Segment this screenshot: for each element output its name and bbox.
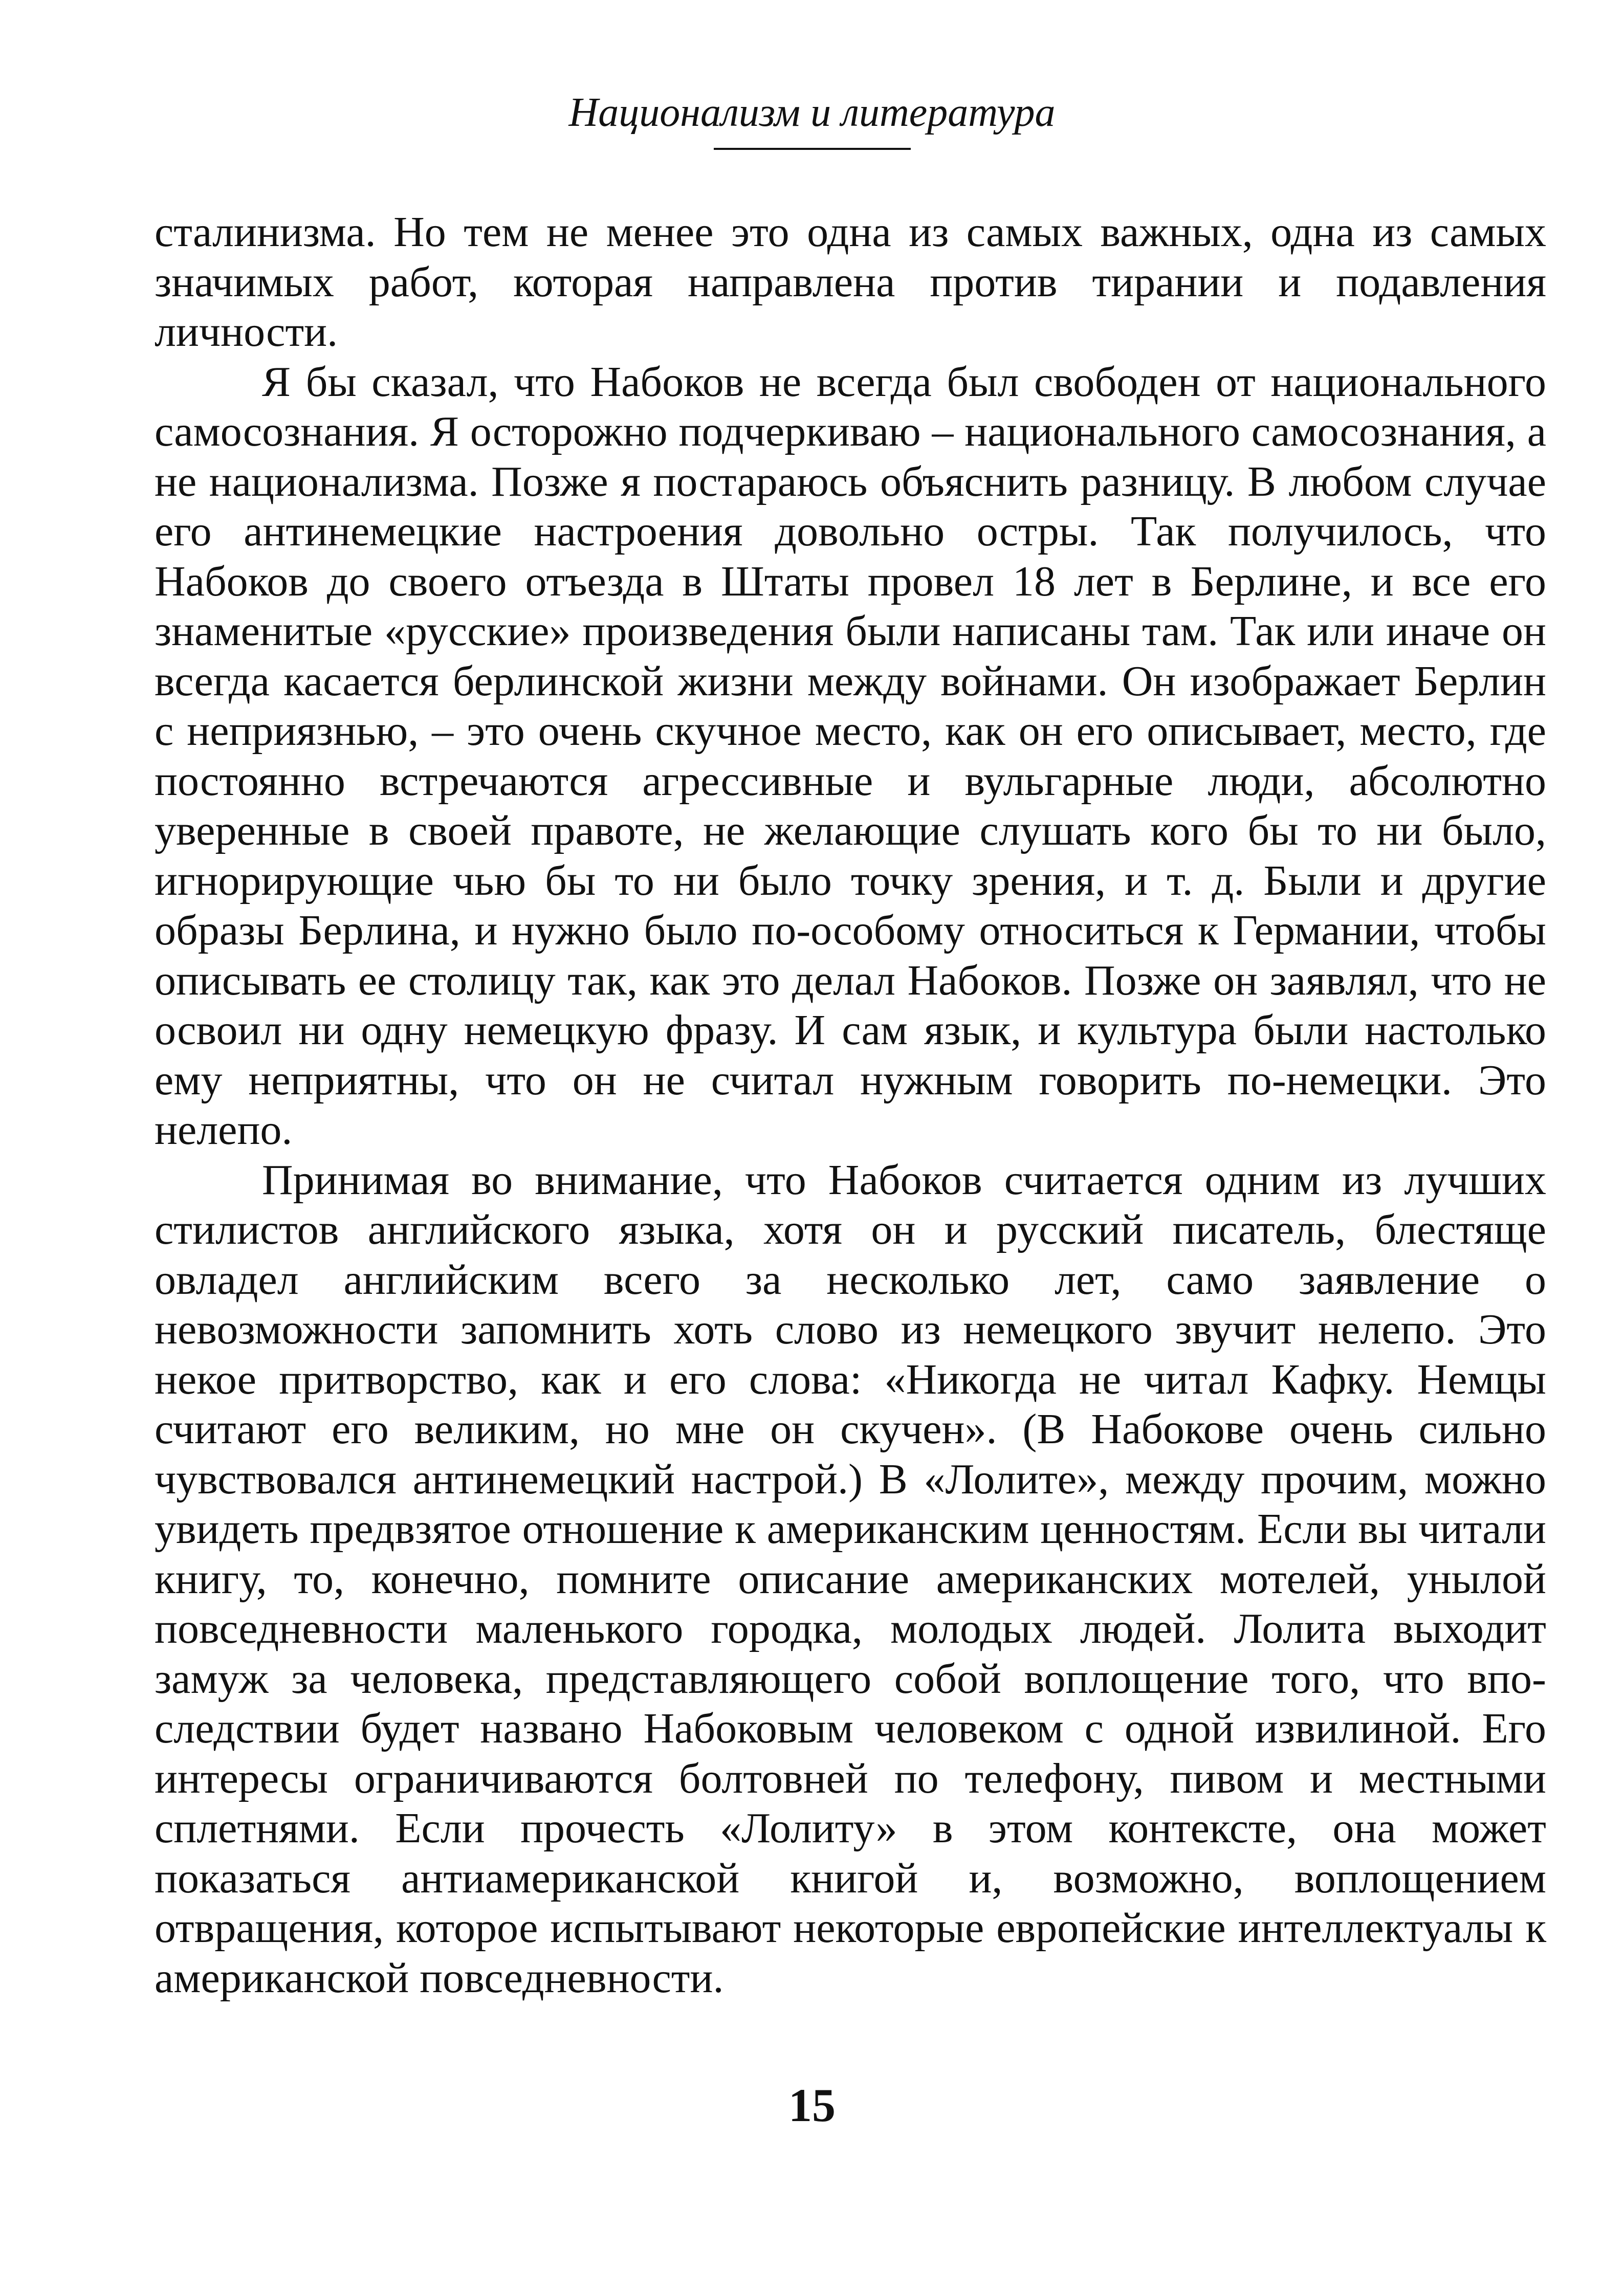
page-number: 15 bbox=[788, 2079, 836, 2131]
header-rule bbox=[714, 148, 911, 150]
paragraph: Я бы сказал, что Набоков не всегда был свободен от национального самосознания. Я осторожно подчеркиваю – национального самосознания, а не национализма. Позже я постараюсь объяснить разницу. В любом случае его антинемецкие настроения довольно остры. Так получилось, что Набоков до своего отъезда в Штаты провел 18 лет в Берлине, и все его знаменитые «русские» произведения были написаны там. Так или иначе он всегда касается берлинской жизни между войнами. Он изображает Берлин с неприязнью, – это очень скучное место, как он его описывает, место, где постоянно встречаются агрессивные и вульгарные люди, абсолютно уверенные в своей правоте, не желающие слушать кого бы то ни было, игнорирующие чью бы то ни было точку зрения, и т. д. Были и другие образы Берлина, и нужно было по-особому относиться к Германии, чтобы описывать ее столицу так, как это делал Набоков. Позже он заявлял, что не освоил ни одну немецкую фразу. И сам язык, и культура были настолько ему неприятны, что он не считал нужным говорить по-немецки. Это нелепо. bbox=[155, 358, 1546, 1154]
paragraph-continuation: сталинизма. Но тем не менее это одна из самых важных, одна из самых значимых работ, которая направлена против тирании и подавления личности. bbox=[155, 208, 1546, 356]
running-title: Национализм и литература bbox=[568, 90, 1056, 135]
body-text bbox=[155, 207, 1546, 2003]
paragraph: Принимая во внимание, что Набоков считается одним из лучших стилистов английского языка, хотя он и русский писатель, блестяще овладел английским всего за несколько лет, само заявление о невозможности запомнить хоть слово из немецкого звучит нелепо. Это некое притворство, как и его слова: «Никогда не читал Кафку. Немцы считают его великим, но мне он скучен». (В Набокове очень сильно чувствовался антинемецкий настрой.) В «Лолите», между прочим, можно увидеть предвзятое отношение к американским ценностям. Если вы читали книгу, то, конечно, помните описание американских мотелей, унылой повседневности маленького городка, молодых людей. Лолита выходит замуж за человека, представляющего собой воплощение того, что впоследствии будет названо Набоковым человеком с одной извилиной. Его интересы ограничиваются болтовней по телефону, пивом и местными сплетнями. Если прочесть «Лолиту» в этом контексте, она может показаться антиамериканской книгой и, возможно, воплощением отвращения, которое испытывают некоторые европейские интеллектуалы к американской повседневности. bbox=[155, 1156, 1546, 2002]
